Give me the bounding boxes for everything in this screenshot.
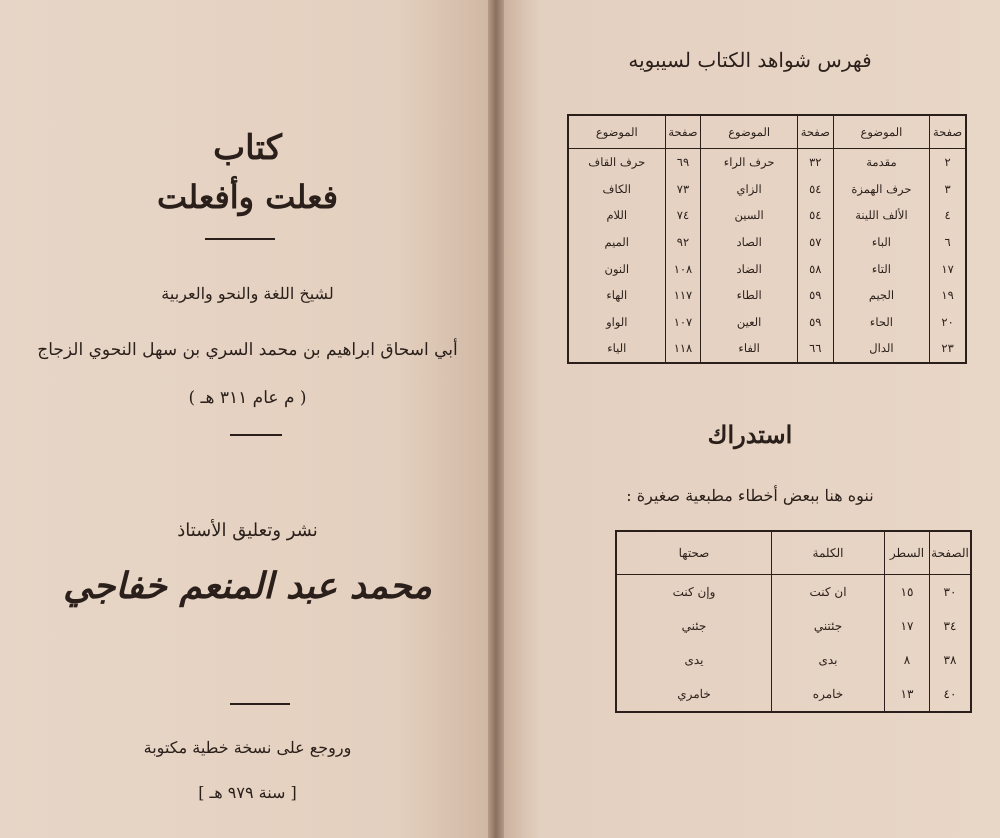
table-row bbox=[568, 149, 966, 176]
table-row bbox=[616, 609, 971, 643]
index-cell: ٥٨ bbox=[797, 255, 833, 282]
index-cell: الفاء bbox=[738, 341, 760, 356]
index-cell: حرف الراء bbox=[723, 155, 775, 170]
index-cell: ٤ bbox=[930, 202, 966, 229]
index-cell: ٧٣ bbox=[665, 176, 701, 203]
book-spine bbox=[488, 0, 504, 838]
errata-cell: ٨ bbox=[885, 643, 930, 677]
index-cell: ١١٨ bbox=[665, 335, 701, 363]
index-cell: النون bbox=[604, 261, 630, 276]
index-cell: الحاء bbox=[869, 314, 893, 329]
index-cell: ٦٦ bbox=[797, 335, 833, 363]
table-row bbox=[616, 677, 971, 712]
table-row bbox=[568, 255, 966, 282]
table-row bbox=[568, 282, 966, 309]
index-header-row bbox=[568, 115, 966, 149]
index-cell: ٧٤ bbox=[665, 202, 701, 229]
index-cell: الميم bbox=[604, 235, 630, 250]
editor-line: نشر وتعليق الأستاذ bbox=[177, 520, 318, 541]
errata-header-correction: صحتها bbox=[616, 531, 772, 575]
table-row bbox=[568, 335, 966, 363]
index-cell: ٦٩ bbox=[665, 149, 701, 176]
table-row bbox=[568, 202, 966, 229]
index-cell: السين bbox=[734, 208, 764, 223]
index-cell: الدال bbox=[869, 341, 894, 356]
index-header-topic: الموضوع bbox=[833, 115, 930, 149]
index-cell: ٣ bbox=[930, 176, 966, 203]
table-row bbox=[616, 643, 971, 677]
index-title: فهرس شواهد الكتاب لسيبويه bbox=[628, 48, 872, 72]
errata-cell: جئتني bbox=[772, 609, 885, 643]
index-header-page: صفحة bbox=[930, 115, 966, 149]
index-cell: الطاء bbox=[736, 288, 762, 303]
errata-cell: يدى bbox=[684, 653, 704, 667]
author-date: ( م عام ٣١١ هـ ) bbox=[188, 388, 307, 408]
left-page bbox=[0, 0, 495, 838]
index-cell: الألف اللينة bbox=[855, 208, 908, 223]
index-cell: الكاف bbox=[602, 181, 632, 196]
errata-cell: خامره bbox=[772, 677, 885, 712]
errata-header-page: الصفحة bbox=[930, 531, 972, 575]
index-cell: ٥٤ bbox=[797, 202, 833, 229]
index-cell: الجيم bbox=[868, 288, 895, 303]
index-cell: ١٧ bbox=[930, 255, 966, 282]
errata-cell: جئني bbox=[681, 619, 707, 633]
table-row bbox=[568, 176, 966, 203]
index-cell: ٦ bbox=[930, 229, 966, 256]
index-cell: حرف القاف bbox=[588, 155, 646, 170]
index-cell: ٥٩ bbox=[797, 282, 833, 309]
index-cell: الهاء bbox=[606, 288, 628, 303]
index-cell: ١٠٧ bbox=[665, 309, 701, 336]
errata-header-line: السطر bbox=[885, 531, 930, 575]
index-cell: ٥٧ bbox=[797, 229, 833, 256]
index-cell: ٩٢ bbox=[665, 229, 701, 256]
errata-cell: وإن كنت bbox=[672, 585, 716, 599]
index-cell: ٢٣ bbox=[930, 335, 966, 363]
author-line-2: أبي اسحاق ابراهيم بن محمد السري بن سهل النحوي الزجاج bbox=[37, 340, 458, 360]
author-line-1: لشيخ اللغة والنحو والعربية bbox=[161, 284, 334, 303]
index-header-page: صفحة bbox=[665, 115, 701, 149]
index-cell: الياء bbox=[607, 341, 627, 356]
errata-table bbox=[615, 530, 972, 713]
index-cell: العين bbox=[736, 314, 762, 329]
errata-header-word: الكلمة bbox=[772, 531, 885, 575]
errata-title: استدراك bbox=[707, 420, 793, 449]
index-header-page: صفحة bbox=[797, 115, 833, 149]
table-row bbox=[616, 575, 971, 610]
index-header-topic: الموضوع bbox=[701, 115, 798, 149]
index-cell: الواو bbox=[606, 314, 628, 329]
index-cell: الزاي bbox=[736, 181, 762, 196]
errata-cell: ان كنت bbox=[772, 575, 885, 610]
errata-cell: ٣٤ bbox=[930, 609, 972, 643]
errata-cell: ١٧ bbox=[885, 609, 930, 643]
errata-cell: خامري bbox=[677, 687, 711, 701]
errata-cell: ١٥ bbox=[885, 575, 930, 610]
index-cell: ٢٠ bbox=[930, 309, 966, 336]
errata-note: ننوه هنا ببعض أخطاء مطبعية صغيرة : bbox=[626, 486, 874, 505]
index-cell: التاء bbox=[871, 261, 891, 276]
index-cell: ٢ bbox=[930, 149, 966, 176]
errata-cell: ٤٠ bbox=[930, 677, 972, 712]
index-cell: مقدمة bbox=[866, 155, 897, 170]
index-cell: ١١٧ bbox=[665, 282, 701, 309]
errata-cell: ٣٠ bbox=[930, 575, 972, 610]
index-cell: ١٩ bbox=[930, 282, 966, 309]
errata-cell: ١٣ bbox=[885, 677, 930, 712]
manuscript-line: وروجع على نسخة خطية مكتوبة bbox=[143, 738, 352, 757]
book-title: فعلت وأفعلت bbox=[157, 178, 338, 216]
table-row bbox=[568, 309, 966, 336]
index-cell: الضاد bbox=[736, 261, 762, 276]
index-cell: ٥٩ bbox=[797, 309, 833, 336]
index-header-topic: الموضوع bbox=[568, 115, 665, 149]
index-cell: اللام bbox=[606, 208, 628, 223]
publication-year: [ سنة ٩٧٩ هـ ] bbox=[198, 783, 297, 802]
index-cell: ٣٢ bbox=[797, 149, 833, 176]
index-cell: ٥٤ bbox=[797, 176, 833, 203]
index-cell: الباء bbox=[871, 235, 891, 250]
editor-name: محمد عبد المنعم خفاجي bbox=[63, 565, 432, 607]
index-table bbox=[567, 114, 967, 364]
errata-cell: بدى bbox=[772, 643, 885, 677]
index-cell: ١٠٨ bbox=[665, 255, 701, 282]
divider-3 bbox=[230, 703, 290, 705]
errata-header-row bbox=[616, 531, 971, 575]
book-word: كتاب bbox=[213, 128, 282, 168]
index-cell: الصاد bbox=[736, 235, 762, 250]
errata-cell: ٣٨ bbox=[930, 643, 972, 677]
divider-2 bbox=[230, 434, 282, 436]
table-row bbox=[568, 229, 966, 256]
index-cell: حرف الهمزة bbox=[851, 181, 912, 196]
divider-1 bbox=[205, 238, 275, 240]
